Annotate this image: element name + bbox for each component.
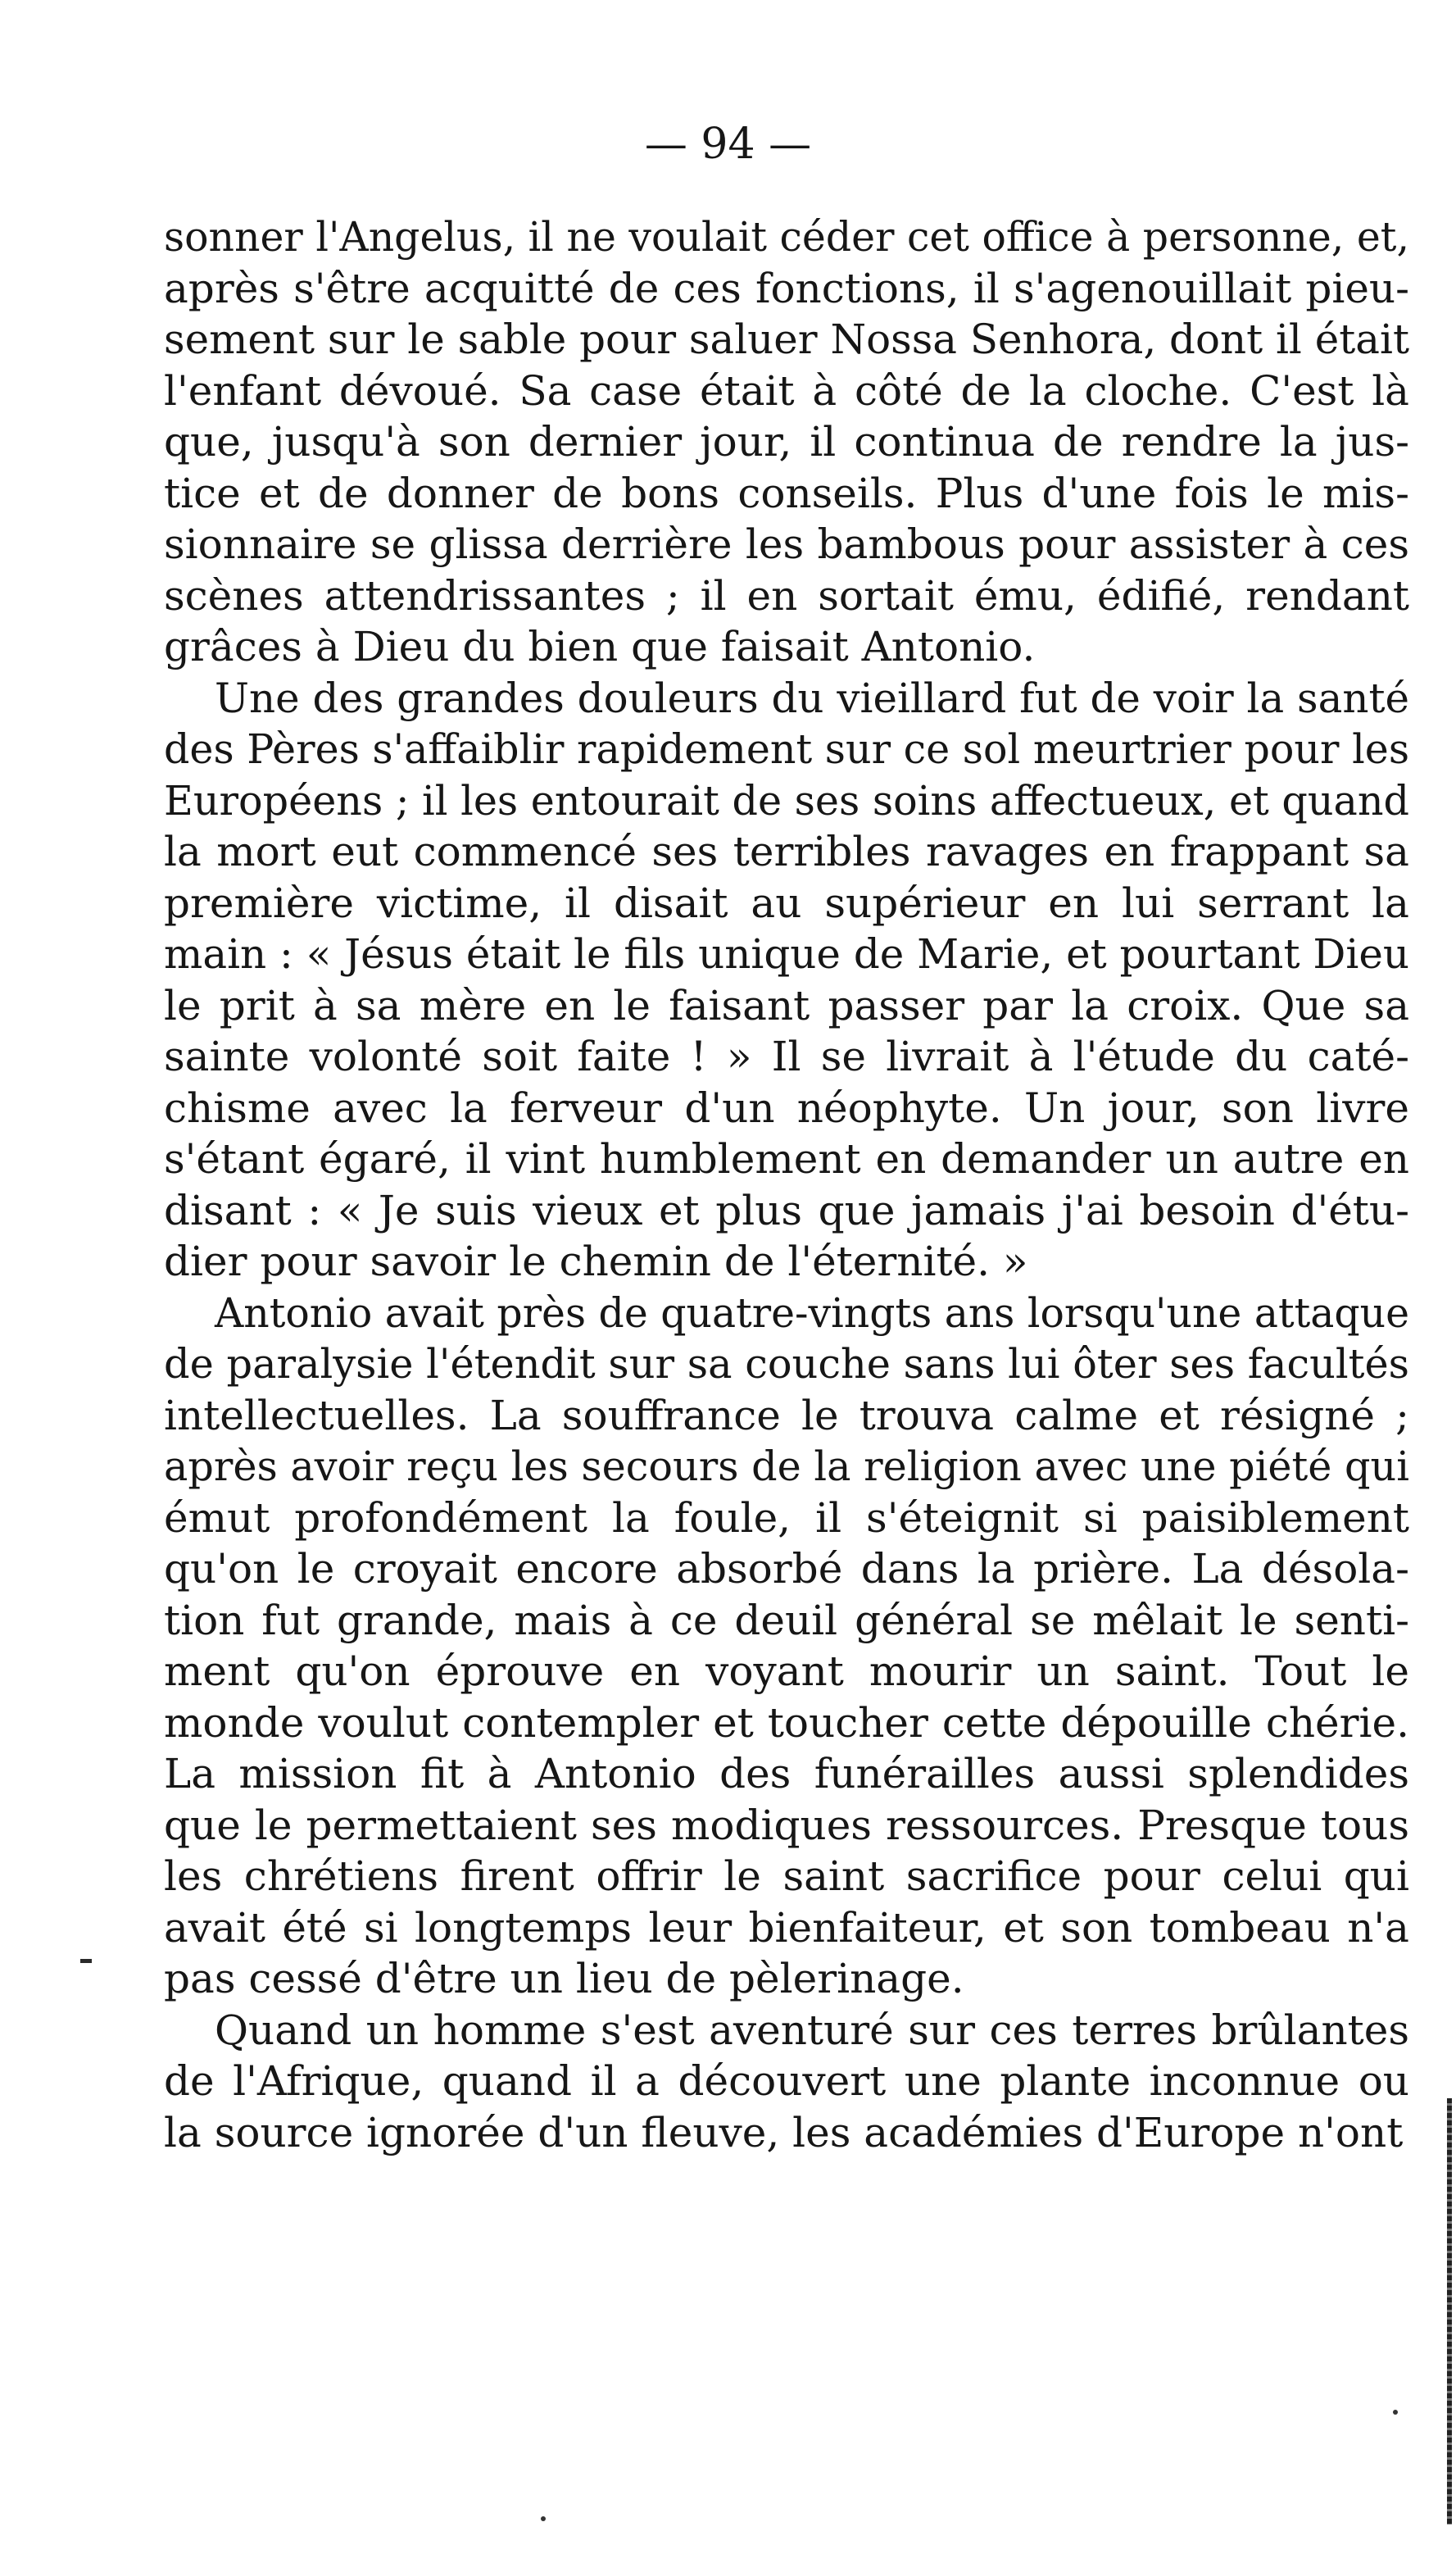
text-line: Européens ; il les entourait de ses soins affectueux, et quand xyxy=(164,776,1409,825)
text-line: tice et de donner de bons conseils. Plus d'une fois le mis- xyxy=(164,469,1409,517)
text-line: pas cessé d'être un lieu de pèlerinage. xyxy=(164,1955,964,2002)
text-line: scènes attendrissantes ; il en sortait ému, édifié, rendant xyxy=(164,571,1409,620)
page-number: — 94 — xyxy=(644,120,812,169)
text-line: sement sur le sable pour saluer Nossa Senhora, dont il était xyxy=(164,316,1409,363)
text-line: Quand un homme s'est aventuré sur ces terres brûlantes xyxy=(215,2006,1409,2054)
text-line: intellectuelles. La souffrance le trouva calme et résigné ; xyxy=(164,1391,1409,1439)
text-line: des Pères s'affaiblir rapidement sur ce sol meurtrier pour les xyxy=(164,725,1409,773)
text-line: que, jusqu'à son dernier jour, il continua de rendre la jus- xyxy=(164,418,1409,466)
text-line: après avoir reçu les secours de la religion avec une piété qui xyxy=(164,1443,1409,1490)
text-line: sonner l'Angelus, il ne voulait céder cet office à personne, et, xyxy=(164,213,1409,261)
text-line: avait été si longtemps leur bienfaiteur, et son tombeau n'a xyxy=(164,1903,1409,1952)
margin-dash-mark xyxy=(80,1959,92,1963)
text-line: l'enfant dévoué. Sa case était à côté de la cloche. C'est là xyxy=(164,366,1409,415)
text-line: émut profondément la foule, il s'éteignit si paisiblement xyxy=(164,1493,1409,1542)
text-line: disant : « Je suis vieux et plus que jamais j'ai besoin d'étu- xyxy=(164,1186,1409,1234)
text-line: s'étant égaré, il vint humblement en demander un autre en xyxy=(164,1135,1409,1183)
ink-speck xyxy=(1393,2410,1398,2415)
text-line: première victime, il disait au supérieur en lui serrant la xyxy=(164,879,1409,927)
text-line: sionnaire se glissa derrière les bambous pour assister à ces xyxy=(164,520,1409,568)
text-line: tion fut grande, mais à ce deuil général se mêlait le senti- xyxy=(164,1596,1409,1644)
text-line: chisme avec la ferveur d'un néophyte. Un jour, son livre xyxy=(164,1084,1409,1132)
text-line: après s'être acquitté de ces fonctions, il s'agenouillait pieu- xyxy=(164,264,1409,312)
text-line: dier pour savoir le chemin de l'éternité. » xyxy=(164,1238,1028,1285)
text-line: la source ignorée d'un fleuve, les académies d'Europe n'ont xyxy=(164,2108,1404,2156)
text-line: La mission fit à Antonio des funérailles aussi splendides xyxy=(164,1750,1409,1797)
ink-speck xyxy=(541,2516,546,2521)
text-line: main : « Jésus était le fils unique de Marie, et pourtant Dieu xyxy=(164,930,1409,978)
text-line: Antonio avait près de quatre-vingts ans lorsqu'une attaque xyxy=(215,1288,1409,1337)
text-line: la mort eut commencé ses terribles ravages en frappant sa xyxy=(164,828,1409,875)
text-line: sainte volonté soit faite ! » Il se livrait à l'étude du caté- xyxy=(164,1033,1409,1080)
body-text xyxy=(164,211,1409,2158)
text-line: Une des grandes douleurs du vieillard fut de voir la santé xyxy=(215,674,1409,722)
text-line: de paralysie l'étendit sur sa couche sans lui ôter ses facultés xyxy=(164,1340,1409,1388)
text-line: les chrétiens firent offrir le saint sacrifice pour celui qui xyxy=(164,1852,1409,1900)
text-line: que le permettaient ses modiques ressources. Presque tous xyxy=(164,1801,1409,1849)
text-line: grâces à Dieu du bien que faisait Antonio. xyxy=(164,623,1036,670)
text-line: qu'on le croyait encore absorbé dans la prière. La désola- xyxy=(164,1545,1409,1593)
page-edge-bleed xyxy=(1447,2098,1452,2524)
text-line: ment qu'on éprouve en voyant mourir un saint. Tout le xyxy=(164,1647,1409,1695)
text-line: de l'Afrique, quand il a découvert une plante inconnue ou xyxy=(164,2057,1409,2105)
text-line: monde voulut contempler et toucher cette dépouille chérie. xyxy=(164,1698,1409,1747)
text-line: le prit à sa mère en le faisant passer par la croix. Que sa xyxy=(164,981,1409,1029)
